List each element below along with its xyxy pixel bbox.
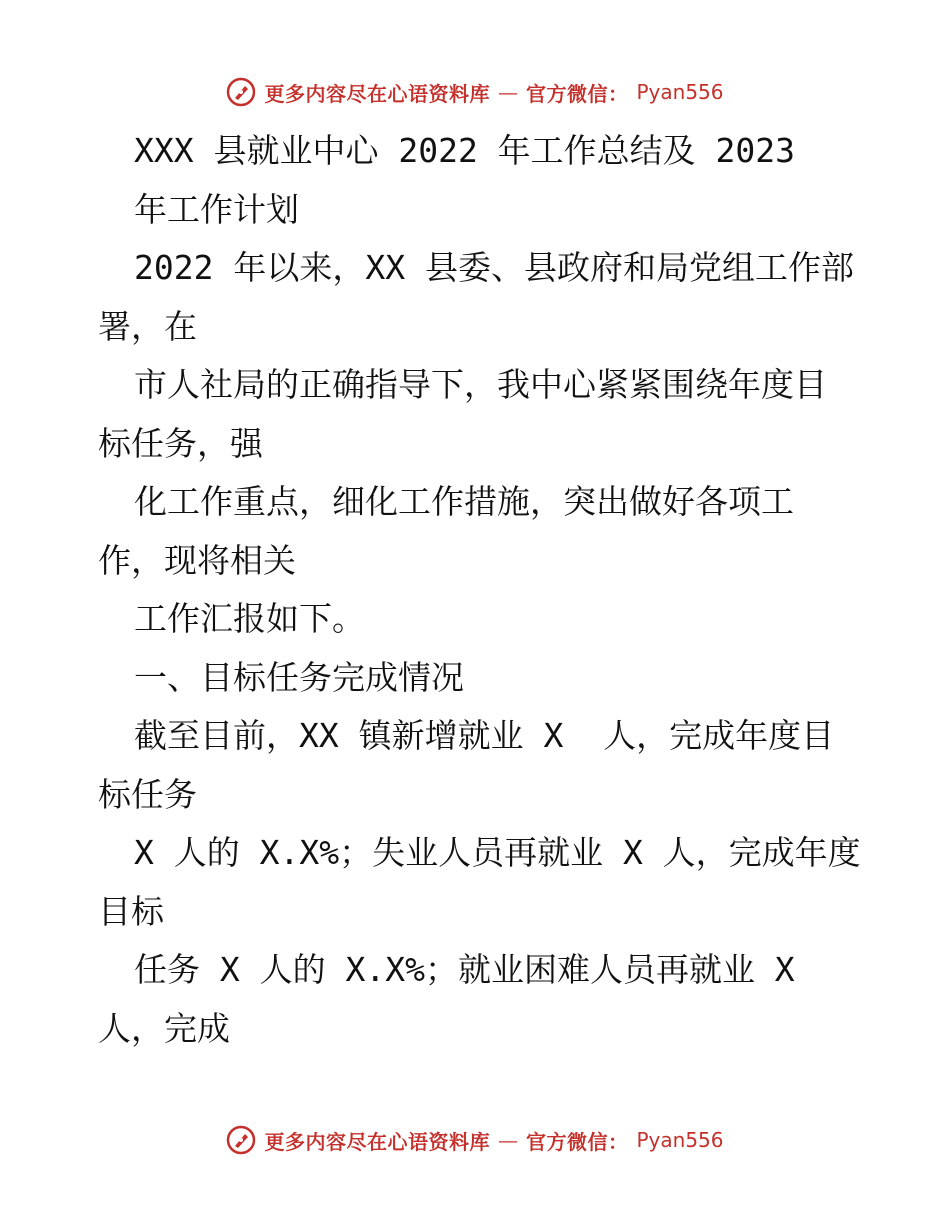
document-line: 市人社局的正确指导下，我中心紧紧围绕年度目: [134, 365, 827, 404]
document-line: 人，完成: [98, 1008, 230, 1048]
pen-nib-logo-icon: [226, 77, 256, 107]
watermark-text: 更多内容尽在心语资料库: [264, 81, 490, 106]
header-watermark: [0, 70, 950, 114]
document-line: 任务 X 人的 X.X%；就业困难人员再就业 X: [134, 950, 795, 989]
footer-watermark: [0, 1118, 950, 1162]
watermark-label: 官方微信：: [525, 81, 629, 106]
document-line: 化工作重点，细化工作措施，突出做好各项工: [134, 482, 794, 521]
document-line: 标任务: [98, 774, 197, 814]
document-body: [98, 122, 898, 1058]
pen-nib-logo-icon: [226, 1125, 256, 1155]
document-line: 目标: [98, 891, 164, 931]
document-line: 署，在: [98, 306, 197, 346]
document-line: 作，现将相关: [98, 540, 296, 580]
watermark-text: 更多内容尽在心语资料库: [264, 1129, 490, 1154]
watermark-dash: —: [497, 80, 518, 104]
document-line: XXX 县就业中心 2022 年工作总结及 2023: [134, 131, 796, 170]
document-line: 2022 年以来，XX 县委、县政府和局党组工作部: [134, 248, 854, 287]
watermark-handle: Pyan556: [636, 80, 724, 104]
watermark-dash: —: [497, 1128, 518, 1152]
document-line: 截至目前，XX 镇新增就业 X 人，完成年度目: [134, 716, 835, 755]
document-line: 标任务，强: [98, 423, 263, 463]
document-line: 年工作计划: [134, 189, 299, 229]
document-line: 一、目标任务完成情况: [134, 657, 464, 697]
document-line: X 人的 X.X%；失业人员再就业 X 人，完成年度: [134, 833, 861, 872]
document-line: 工作汇报如下。: [134, 599, 365, 638]
watermark-handle: Pyan556: [636, 1128, 724, 1152]
watermark-label: 官方微信：: [525, 1129, 629, 1154]
